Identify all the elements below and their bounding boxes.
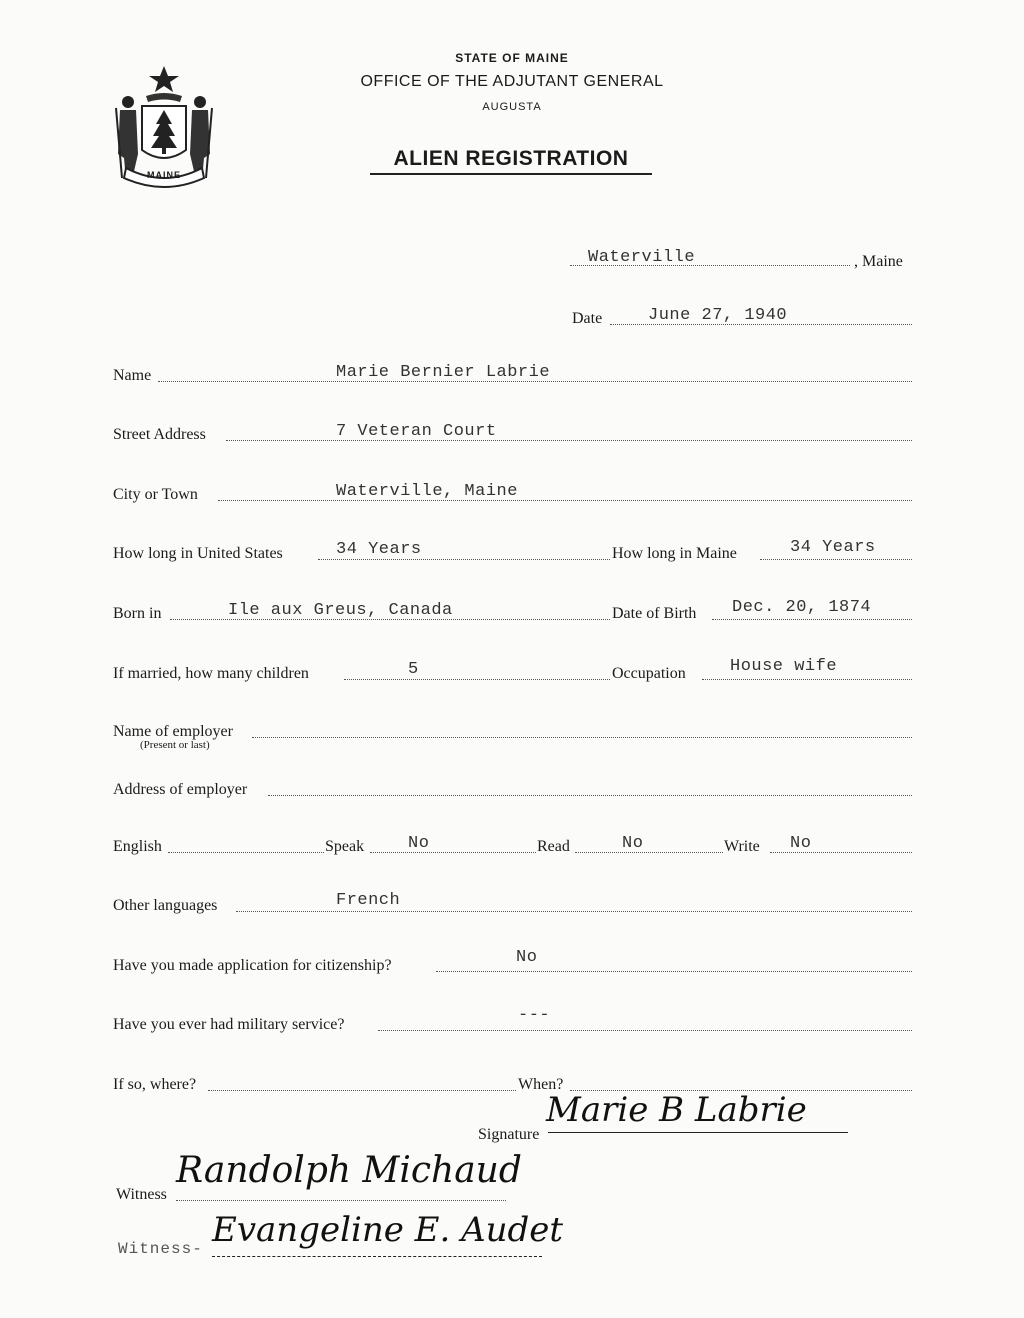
header-city: AUGUSTA [482, 101, 542, 113]
city-line [218, 500, 912, 501]
other-languages-label: Other languages [113, 897, 218, 914]
when-label: When? [518, 1076, 564, 1093]
read-label: Read [537, 838, 570, 855]
born-in-value: Ile aux Greus, Canada [228, 601, 453, 620]
military-label: Have you ever had military service? [113, 1016, 345, 1033]
name-value: Marie Bernier Labrie [336, 363, 551, 382]
street-address-label: Street Address [113, 426, 206, 443]
signature-value: Marie B Labrie [546, 1090, 807, 1130]
dob-label: Date of Birth [612, 605, 697, 622]
header-state: STATE OF MAINE [455, 51, 569, 65]
occupation-line [702, 679, 912, 680]
employer-name-label: Name of employer [113, 723, 233, 740]
other-languages-line [236, 911, 912, 912]
speak-label: Speak [325, 838, 365, 855]
witness2-label: Witness- [118, 1240, 203, 1258]
header-office: OFFICE OF THE ADJUTANT GENERAL [360, 73, 664, 90]
children-value: 5 [408, 660, 419, 679]
date-value: June 27, 1940 [648, 306, 788, 325]
witness1-value: Randolph Michaud [176, 1150, 522, 1191]
english-label: English [113, 838, 162, 855]
street-address-value: 7 Veteran Court [336, 422, 497, 441]
citizenship-label: Have you made application for citizenship? [113, 957, 392, 974]
street-address-line [226, 440, 912, 441]
maine-duration-value: 34 Years [790, 538, 876, 557]
location-suffix: , Maine [854, 253, 903, 270]
speak-value: No [408, 834, 430, 853]
maine-duration-line [760, 559, 912, 560]
employer-address-line [268, 795, 912, 796]
employer-name-sublabel: (Present or last) [140, 739, 210, 751]
other-languages-value: French [336, 891, 401, 910]
military-line [378, 1030, 912, 1031]
form-title: ALIEN REGISTRATION [370, 147, 652, 175]
citizenship-line [436, 971, 912, 972]
us-duration-label: How long in United States [113, 545, 283, 562]
name-label: Name [113, 367, 152, 384]
where-label: If so, where? [113, 1076, 197, 1093]
signature-label: Signature [478, 1126, 540, 1143]
write-value: No [790, 834, 812, 853]
occupation-label: Occupation [612, 665, 686, 682]
occupation-value: House wife [730, 657, 838, 676]
dob-line [712, 619, 912, 620]
witness1-line [176, 1200, 506, 1201]
where-line [208, 1090, 516, 1091]
citizenship-value: No [516, 948, 538, 967]
city-value: Waterville, Maine [336, 482, 518, 501]
military-value: --- [518, 1006, 551, 1025]
maine-duration-label: How long in Maine [612, 545, 737, 562]
seal-label: MAINE [147, 170, 181, 180]
dob-value: Dec. 20, 1874 [732, 598, 872, 617]
us-duration-line [318, 559, 610, 560]
witness2-underline [212, 1256, 542, 1257]
speak-line [370, 852, 536, 853]
us-duration-value: 34 Years [336, 540, 422, 559]
witness1-label: Witness [116, 1186, 167, 1203]
children-label: If married, how many children [113, 665, 309, 682]
date-label: Date [572, 310, 603, 327]
born-in-label: Born in [113, 605, 162, 622]
employer-name-line [252, 737, 912, 738]
city-label: City or Town [113, 486, 198, 503]
employer-address-label: Address of employer [113, 781, 248, 798]
read-value: No [622, 834, 644, 853]
signature-underline [548, 1132, 848, 1133]
read-line [575, 852, 723, 853]
english-line [168, 852, 324, 853]
witness2-value: Evangeline E. Audet [212, 1210, 564, 1250]
write-label: Write [724, 838, 760, 855]
children-line [344, 679, 610, 680]
location-value: Waterville [588, 248, 696, 267]
